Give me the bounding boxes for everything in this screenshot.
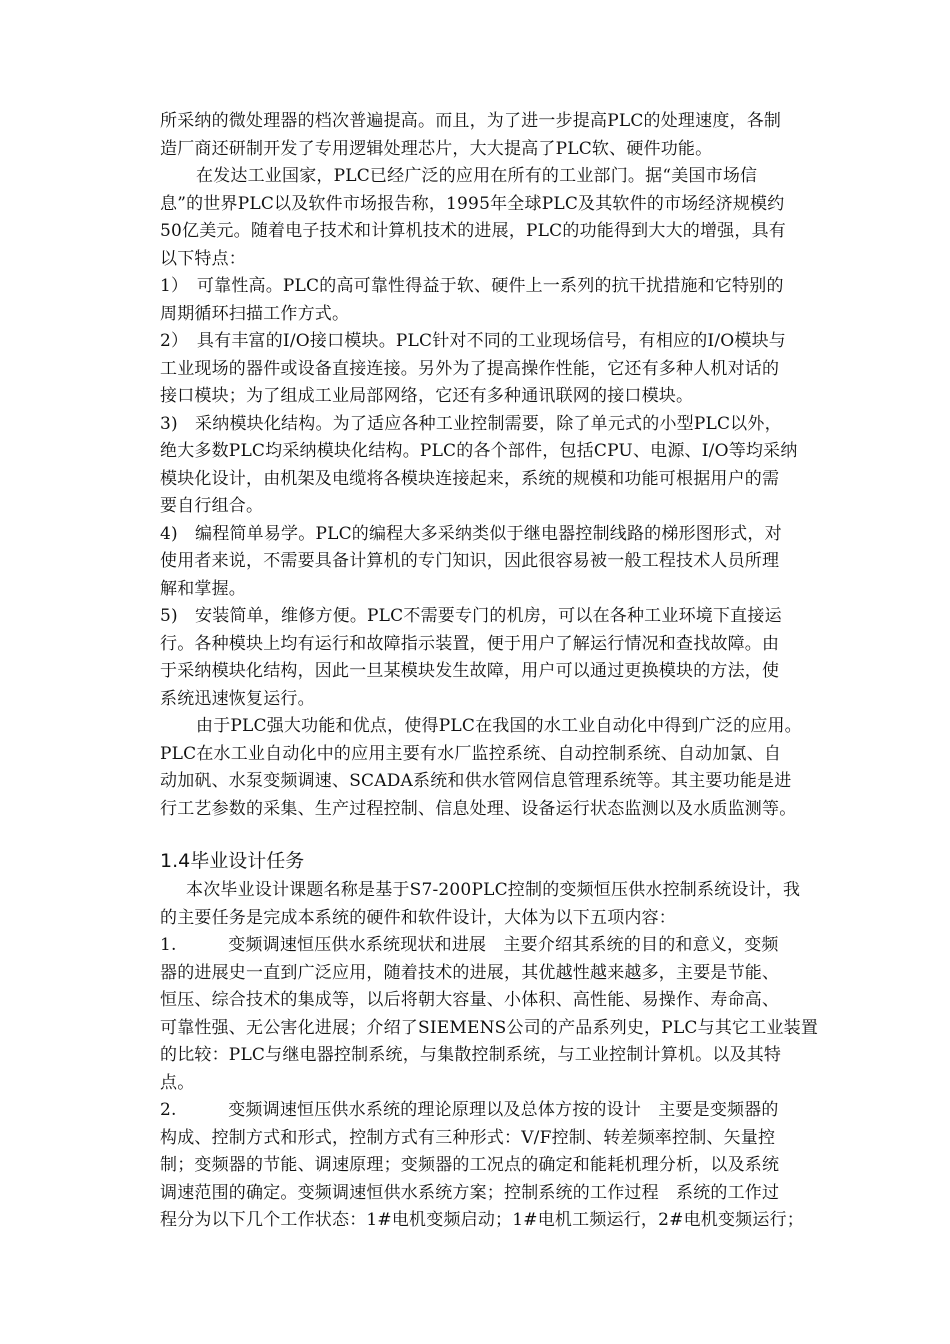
list-item-line: 系统迅速恢复运行。 [160,688,315,709]
task-item-line: 的比较：PLC与继电器控制系统，与集散控制系统，与工业控制计算机。以及其特 [160,1045,782,1065]
body-line: 由于PLC强大功能和优点，使得PLC在我国的水工业自动化中得到广泛的应用。 [196,716,802,736]
body-line: 动加矾、水泵变频调速、SCADA系统和供水管网信息管理系统等。其主要功能是进 [160,771,792,791]
list-item-line: 模块化设计，由机架及电缆将各模块连接起来，系统的规模和功能可根据用户的需 [160,468,780,489]
list-item-line: 使用者来说，不需要具备计算机的专门知识，因此很容易被一般工程技术人员所理 [160,551,780,571]
list-item-line: 4) 编程简单易学。PLC的编程大多采纳类似于继电器控制线路的梯形图形式，对 [160,523,782,544]
body-line: 50亿美元。随着电子技术和计算机技术的进展，PLC的功能得到大大的增强，具有 [160,221,786,241]
body-line: 在发达工业国家，PLC已经广泛的应用在所有的工业部门。据“美国市场信 [196,166,758,186]
body-line: 行工艺参数的采集、生产过程控制、信息处理、设备运行状态监测以及水质监测等。 [160,798,797,819]
task-item-line: 1. 变频调速恒压供水系统现状和进展 主要介绍其系统的目的和意义，变频 [160,935,779,955]
list-item-line: 工业现场的器件或设备直接连接。另外为了提高操作性能，它还有多种人机对话的 [160,358,780,379]
section-heading: 1.4毕业设计任务 [160,850,305,872]
list-item-line: 于采纳模块化结构，因此一旦某模块发生故障，用户可以通过更换模块的方法，使 [160,661,780,681]
task-item-line: 构成、控制方式和形式，控制方式有三种形式：V/F控制、转差频率控制、矢量控 [160,1127,776,1148]
list-item-line: 行。各种模块上均有运行和故障指示装置，便于用户了解运行情况和查找故障。由 [160,633,780,654]
list-item-line: 3) 采纳模块化结构。为了适应各种工业控制需要，除了单元式的小型PLC以外， [160,413,782,434]
list-item-line: 解和掌握。 [160,578,246,599]
task-item-line: 2. 变频调速恒压供水系统的理论原理以及总体方按的设计 主要是变频器的 [160,1100,779,1120]
body-line: 的主要任务是完成本系统的硬件和软件设计，大体为以下五项内容： [160,907,676,928]
task-item-line: 可靠性强、无公害化进展；介绍了SIEMENS公司的产品系列史，PLC与其它工业装置 [160,1017,819,1038]
document-body [160,108,870,1235]
task-item-line: 制；变频器的节能、调速原理；变频器的工况点的确定和能耗机理分析，以及系统 [160,1155,780,1175]
body-line: PLC在水工业自动化中的应用主要有水厂监控系统、自动控制系统、自动加氯、自 [160,743,782,764]
task-item-line: 调速范围的确定。变频调速恒供水系统方案；控制系统的工作过程 系统的工作过 [160,1182,780,1203]
list-item-line: 1） 可靠性高。PLC的高可靠性得益于软、硬件上一系列的抗干扰措施和它特别的 [160,276,784,296]
body-line: 本次毕业设计课题名称是基于S7-200PLC控制的变频恒压供水控制系统设计，我 [186,880,801,900]
list-item-line: 2） 具有丰富的I/O接口模块。PLC针对不同的工业现场信号，有相应的I/O模块与 [160,331,787,351]
list-item-line: 周期循环扫描工作方式。 [160,303,350,324]
task-item-line: 点。 [160,1072,195,1093]
body-line: 所采纳的微处理器的档次普遍提高。而且，为了进一步提高PLC的处理速度，各制 [160,111,782,131]
list-item-line: 5) 安装简单，维修方便。PLC不需要专门的机房，可以在各种工业环境下直接运 [160,606,782,626]
list-item-line: 接口模块；为了组成工业局部网络，它还有多种通讯联网的接口模块。 [160,386,694,406]
body-line: 息”的世界PLC以及软件市场报告称，1995年全球PLC及其软件的市场经济规模约 [160,193,785,214]
body-line: 以下特点： [160,248,246,269]
task-item-line: 恒压、综合技术的集成等，以后将朝大容量、小体积、高性能、易操作、寿命高、 [160,990,780,1010]
task-item-line: 器的进展史一直到广泛应用，随着技术的进展，其优越性越来越多，主要是节能、 [160,962,780,983]
list-item-line: 绝大多数PLC均采纳模块化结构。PLC的各个部件，包括CPU、电源、I/O等均采纳 [160,441,798,461]
list-item-line: 要自行组合。 [160,496,264,516]
body-line: 造厂商还研制开发了专用逻辑处理芯片，大大提高了PLC软、硬件功能。 [160,138,713,159]
task-item-line: 程分为以下几个工作状态：1#电机变频启动；1#电机工频运行，2#电机变频运行； [160,1210,804,1230]
